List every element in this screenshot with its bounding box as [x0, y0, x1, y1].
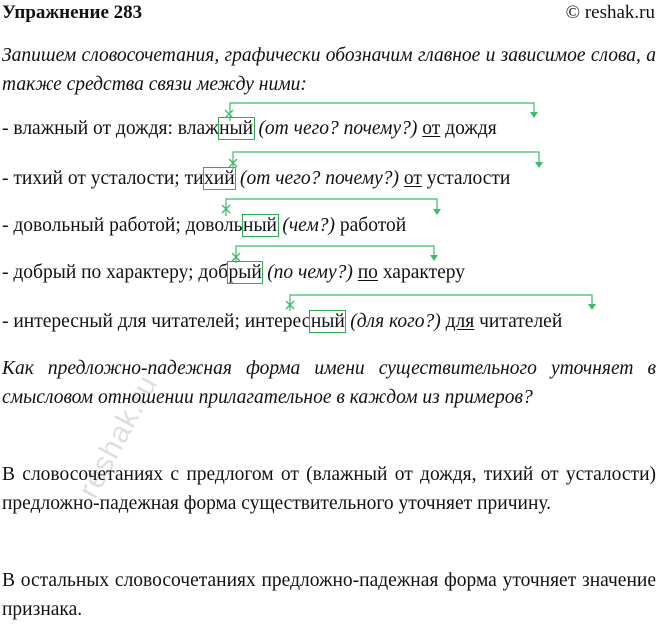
dependent-noun: характеру — [382, 262, 466, 283]
ending-box: хий — [204, 168, 235, 189]
phrase-line-5 — [2, 311, 562, 333]
phrase-line-4 — [2, 262, 465, 284]
answer-paragraph-1: В словосочетаниях с предлогом от (влажный от дождя, тихий от усталости) предложно-падежная форма существительного уточняет причину. — [2, 464, 656, 514]
task-text: Запишем словосочетания, графически обозначим главное и зависимое слова, а также средства связи между ними: — [2, 45, 656, 95]
site-label: © reshak.ru — [565, 2, 655, 23]
exercise-title: Упражнение 283 — [2, 2, 143, 23]
phrase-question: (от чего? почему?) — [258, 118, 418, 139]
phrase-line-3 — [2, 215, 406, 237]
preposition: по — [357, 262, 378, 283]
main-word-mark-4 — [232, 246, 438, 263]
ending-box: ный — [310, 311, 345, 332]
phrase-question: (чем?) — [282, 215, 336, 236]
answer-paragraph-2: В остальных словосочетаниях предложно-падежная форма уточняет значение признака. — [2, 570, 656, 620]
phrase-prefix: - добрый по характеру; доб — [2, 262, 229, 283]
phrase-question: (от чего? почему?) — [240, 168, 399, 189]
ending-box: ный — [243, 215, 277, 236]
watermark: reshak.ru — [72, 369, 165, 504]
main-word-mark-3 — [222, 199, 441, 216]
phrase-question: (по чему?) — [267, 262, 353, 283]
dependent-noun: читателей — [479, 311, 563, 332]
phrase-question: (для кого?) — [350, 311, 441, 332]
header — [2, 2, 655, 24]
dependent-noun: работой — [339, 215, 407, 236]
phrase-prefix: - довольный работой; доволь — [2, 215, 243, 236]
phrase-line-2 — [2, 168, 510, 190]
dependent-noun: дождя — [445, 118, 497, 139]
ending-box: ный — [219, 118, 254, 139]
preposition: для — [445, 311, 475, 332]
phrase-prefix: - влажный от дождя: влаж — [2, 118, 219, 139]
question-text: Как предложно-падежная форма имени существительного уточняет в смысловом отношении прилагательное в каждом из примеров? — [2, 358, 656, 408]
phrase-line-1 — [2, 118, 497, 140]
preposition: от — [403, 168, 422, 189]
preposition: от — [422, 118, 441, 139]
phrase-prefix: - тихий от усталости; ти — [2, 168, 204, 189]
ending-box: рый — [228, 262, 262, 283]
dependent-noun: усталости — [426, 168, 511, 189]
main-word-mark-5 — [286, 295, 596, 311]
phrase-prefix: - интересный для читателей; интерес — [2, 311, 311, 332]
